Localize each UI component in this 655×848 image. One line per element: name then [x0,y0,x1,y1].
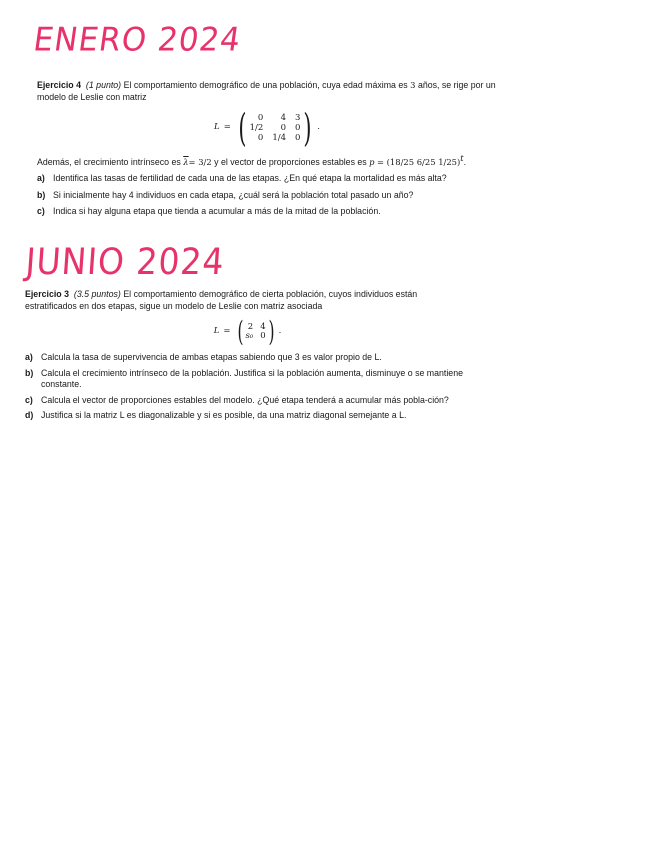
item-letter: a) [37,173,45,184]
matrix-cell: 0 [257,133,264,143]
lambda-value: = 3/2 [188,156,212,167]
p-transpose: t [460,153,464,163]
p-value: = (18/25 6/25 1/25) [376,156,461,167]
leslie-matrix-3x3 [37,106,497,150]
left-paren: ( [236,315,243,348]
lambda-symbol: $\overline{\lambda}$ [183,156,189,167]
item-text: Calcula el crecimiento intrínseco de la población. Justifica si la población aumenta, disminuye o se mantiene constante. [41,367,463,389]
exercise-4-items [37,173,497,218]
matrix-name: L [214,122,220,133]
p-symbol: p [369,156,375,167]
exercise-points: (1 punto) [85,80,122,90]
list-item [37,206,497,218]
list-item [37,173,497,185]
list-item [25,368,470,391]
item-letter: d) [25,410,34,420]
exercise-3-items [25,352,470,422]
heading-enero-2024: ENERO 2024 [31,20,244,59]
item-letter: c) [37,206,45,217]
matrix-cell: s₀ [245,331,254,341]
matrix-cell: 0 [295,123,301,133]
item-letter: c) [25,394,33,405]
matrix-cell: 1/4 [272,133,287,143]
right-paren: ) [303,106,312,150]
item-text: Si inicialmente hay 4 individuos en cada etapa, ¿cuál será la población total pasado un año? [53,189,414,200]
exercise-3-intro [25,289,470,312]
matrix-cell: 4 [280,113,287,123]
item-text: Indica si hay alguna etapa que tienda a acumular a más de la mitad de la población. [53,206,381,217]
matrix-name: L [213,326,220,337]
matrix-cell: 1/2 [249,123,264,133]
item-text: Justifica si la matriz L es diagonalizable y si es posible, da una matriz diagonal semejante a L. [41,410,407,420]
item-letter: a) [25,352,33,362]
matrix-grid [245,323,265,341]
exercise-label: Ejercicio 3 [25,289,70,299]
matrix-grid [250,113,301,143]
growth-text-2: y el vector de proporciones estables es [214,156,367,167]
item-text: Identifica las tasas de fertilidad de cada una de las etapas. ¿En qué etapa la mortalidad es más alta? [53,173,447,184]
intro-text: El comportamiento demográfico de cierta población, cuyos individuos están estratificados en dos etapas, sigue un modelo de Leslie con matriz asociada [25,289,418,311]
right-paren: ) [268,315,275,348]
p-end: . [463,156,467,167]
growth-text-1: Además, el crecimiento intrínseco es [37,156,181,167]
list-item [37,190,497,202]
list-item [25,352,470,364]
item-text: Calcula el vector de proporciones estables del modelo. ¿Qué etapa tenderá a acumular más pobla-ción? [41,394,449,405]
list-item [25,410,470,422]
item-letter: b) [37,189,46,200]
matrix-cell: 4 [260,322,266,332]
max-age-value: 3 [410,80,416,90]
exercise-4-block [37,80,497,223]
exercise-points: (3.5 puntos) [73,289,121,299]
intro-text-2: años, se rige por un modelo de Leslie con matriz [37,80,496,102]
matrix-cell: 3 [295,113,301,123]
matrix-equals: = [223,122,231,133]
exercise-4-intro [37,80,497,103]
heading-junio-2024: JUNIO 2024 [24,239,226,283]
matrix-cell: 0 [295,133,301,143]
exercise-3-block [25,289,470,426]
matrix-cell: 0 [260,331,266,341]
intro-text-1: El comportamiento demográfico de una población, cuya edad máxima es [123,80,408,90]
left-paren: ( [238,106,247,150]
growth-statement [37,153,497,168]
leslie-matrix-2x2 [25,315,470,348]
item-letter: b) [25,367,34,378]
matrix-cell: 0 [257,113,264,123]
matrix-terminator: . [278,326,282,337]
matrix-equals: = [223,326,231,337]
matrix-cell: 0 [280,123,287,133]
matrix-terminator: . [317,122,320,133]
list-item [25,395,470,407]
exercise-label: Ejercicio 4 [37,80,82,90]
item-text: Calcula la tasa de supervivencia de ambas etapas sabiendo que 3 es valor propio de L. [41,352,382,362]
matrix-cell: 2 [247,322,254,332]
